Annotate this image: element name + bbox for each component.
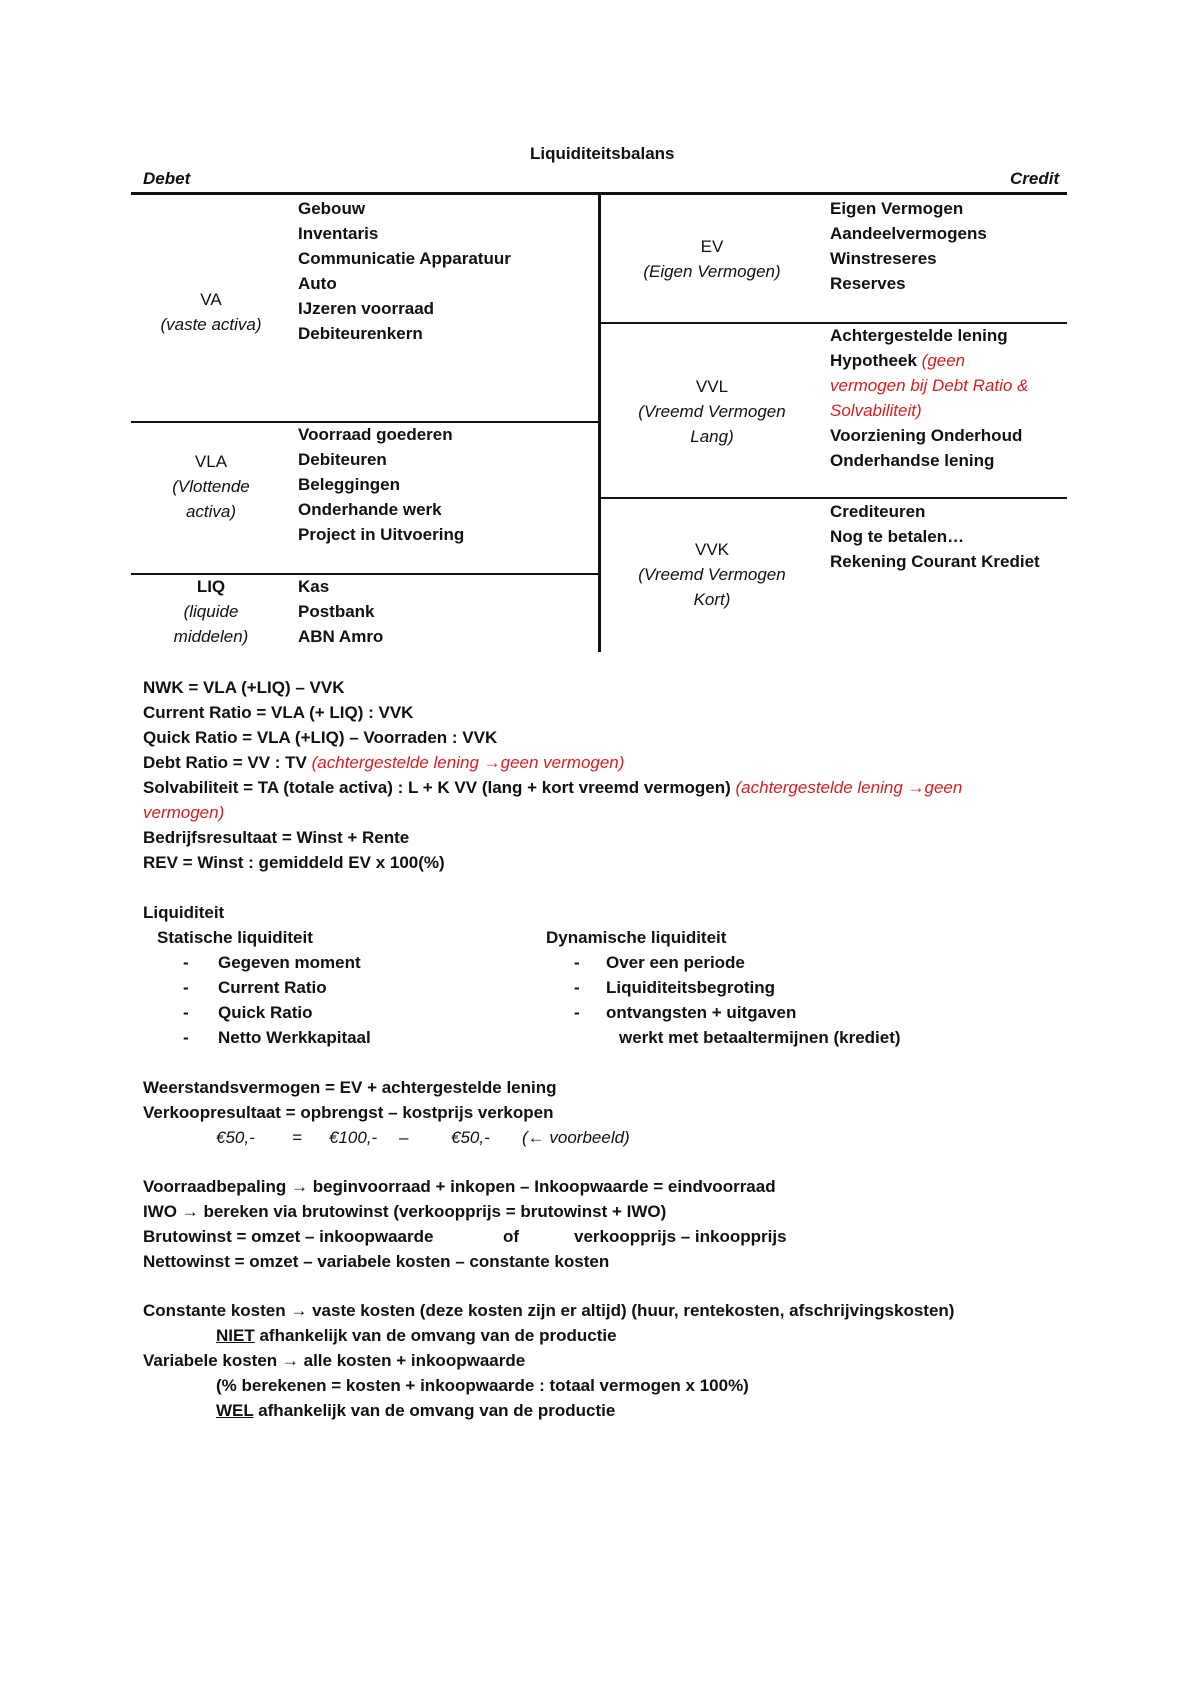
list-item: Voorziening Onderhoud	[830, 426, 1023, 445]
list-item: Debiteurenkern	[298, 324, 423, 343]
group-name: Kort)	[693, 590, 731, 609]
niet-line: NIET afhankelijk van de omvang van de productie	[216, 1326, 617, 1345]
dynamic-dashes	[574, 950, 580, 1025]
weerstand-block	[143, 1075, 557, 1125]
group-name: (Vlottende	[172, 477, 250, 496]
balance-center-line	[598, 192, 601, 652]
formula-iwo: IWO → bereken via brutowinst (verkoopprijs = brutowinst + IWO)	[143, 1202, 667, 1221]
static-dashes	[183, 950, 189, 1050]
dynamic-title: Dynamische liquiditeit	[546, 928, 727, 947]
group-name: activa)	[185, 502, 237, 521]
group-name: Lang)	[690, 427, 734, 446]
formula-weerstand: Weerstandsvermogen = EV + achtergestelde lening	[143, 1078, 557, 1097]
group-code: VVL	[695, 377, 729, 396]
static-title: Statische liquiditeit	[157, 928, 313, 947]
group-code: LIQ	[196, 577, 226, 596]
group-name: (liquide	[183, 602, 239, 621]
bullet-dash: -	[183, 978, 189, 997]
formula-bedrijfsresultaat: Bedrijfsresultaat = Winst + Rente	[143, 828, 410, 847]
list-item: Reserves	[830, 274, 906, 293]
formula-current-ratio: Current Ratio = VLA (+ LIQ) : VVK	[143, 703, 414, 722]
list-item: Onderhandse lening	[830, 451, 995, 470]
formula-solvabiliteit-cont: vermogen)	[143, 803, 225, 822]
percent-line: (% berekenen = kosten + inkoopwaarde : totaal vermogen x 100%)	[216, 1376, 749, 1395]
list-item: Postbank	[298, 602, 375, 621]
formula-solvabiliteit: Solvabiliteit = TA (totale activa) : L + K VV (lang + kort vreemd vermogen) (achtergestelde lening →geen	[143, 778, 963, 797]
bullet-dash: -	[574, 1003, 580, 1022]
group-vla-label	[131, 449, 291, 524]
kosten-block	[143, 1298, 954, 1423]
list-item: ABN Amro	[298, 627, 384, 646]
formulas	[143, 675, 962, 875]
list-item: Nog te betalen…	[830, 527, 965, 546]
list-item: Netto Werkkapitaal	[218, 1028, 371, 1047]
group-liq-items	[298, 574, 383, 649]
group-name: (Vreemd Vermogen	[638, 402, 786, 421]
bullet-dash: -	[183, 1003, 189, 1022]
list-item: Achtergestelde lening	[830, 326, 1008, 345]
static-liquidity	[157, 925, 313, 950]
list-item: Onderhande werk	[298, 500, 442, 519]
group-name: (vaste activa)	[160, 315, 262, 334]
list-item: Quick Ratio	[218, 1003, 313, 1022]
group-code: EV	[700, 237, 724, 256]
group-code: VLA	[194, 452, 228, 471]
balance-title: Liquiditeitsbalans	[530, 144, 675, 163]
list-item: Crediteuren	[830, 502, 926, 521]
list-item: Kas	[298, 577, 330, 596]
list-item: Voorraad goederen	[298, 425, 453, 444]
list-item: Liquiditeitsbegroting	[606, 978, 776, 997]
group-name: (Vreemd Vermogen	[638, 565, 786, 584]
list-item: Eigen Vermogen	[830, 199, 964, 218]
group-code: VVK	[694, 540, 730, 559]
list-item: IJzeren voorraad	[298, 299, 435, 318]
debit-label: Debet	[143, 169, 191, 188]
bullet-dash: -	[574, 953, 580, 972]
group-vvl-label	[612, 374, 812, 449]
bullet-dash: -	[183, 953, 189, 972]
group-ev-items	[830, 196, 987, 296]
list-item: vermogen bij Debt Ratio &	[830, 376, 1029, 395]
group-name: middelen)	[173, 627, 249, 646]
group-ev-label	[612, 234, 812, 284]
dynamic-note: werkt met betaaltermijnen (krediet)	[619, 1028, 901, 1047]
formula-brutowinst: Brutowinst = omzet – inkoopwaarde of verkoopprijs – inkoopprijs	[143, 1227, 787, 1246]
liquiditeit-heading: Liquiditeit	[143, 903, 225, 922]
formula-voorraadbepaling: Voorraadbepaling → beginvoorraad + inkopen – Inkoopwaarde = eindvoorraad	[143, 1177, 776, 1196]
formula-rev: REV = Winst : gemiddeld EV x 100(%)	[143, 853, 445, 872]
list-item: Debiteuren	[298, 450, 387, 469]
list-item: Gegeven moment	[218, 953, 361, 972]
group-vla-items	[298, 422, 464, 547]
list-item: Project in Uitvoering	[298, 525, 465, 544]
group-vvk-label	[612, 537, 812, 612]
static-items	[218, 950, 371, 1050]
group-vvl-items	[830, 323, 1028, 473]
formula-quick-ratio: Quick Ratio = VLA (+LIQ) – Voorraden : VVK	[143, 728, 498, 747]
list-item: Gebouw	[298, 199, 366, 218]
formula-debt-ratio: Debt Ratio = VV : TV (achtergestelde lening →geen vermogen)	[143, 753, 625, 772]
voorraad-block	[143, 1174, 787, 1274]
list-item: Beleggingen	[298, 475, 401, 494]
list-item: Winstreseres	[830, 249, 937, 268]
list-item: ontvangsten + uitgaven	[606, 1003, 797, 1022]
group-va-items	[298, 196, 511, 346]
list-item: Auto	[298, 274, 337, 293]
group-vvk-items	[830, 499, 1040, 574]
list-item: Rekening Courant Krediet	[830, 552, 1040, 571]
group-liq-label	[131, 574, 291, 649]
list-item: Over een periode	[606, 953, 745, 972]
list-item: Inventaris	[298, 224, 379, 243]
formula-nettowinst: Nettowinst = omzet – variabele kosten – constante kosten	[143, 1252, 610, 1271]
group-name: (Eigen Vermogen)	[643, 262, 781, 281]
formula-nwk: NWK = VLA (+LIQ) – VVK	[143, 678, 345, 697]
wel-line: WEL afhankelijk van de omvang van de productie	[216, 1401, 616, 1420]
formula-constante: Constante kosten → vaste kosten (deze kosten zijn er altijd) (huur, rentekosten, afschrijvingskosten)	[143, 1301, 955, 1320]
list-item: Hypotheek (geen	[830, 351, 966, 370]
formula-variabele: Variabele kosten → alle kosten + inkoopwaarde	[143, 1351, 526, 1370]
dynamic-items	[606, 950, 796, 1025]
list-item: Current Ratio	[218, 978, 327, 997]
group-va-label	[131, 287, 291, 337]
credit-label: Credit	[1010, 169, 1060, 188]
formula-verkoopresultaat: Verkoopresultaat = opbrengst – kostprijs verkopen	[143, 1103, 554, 1122]
bullet-dash: -	[574, 978, 580, 997]
list-item: Solvabiliteit)	[830, 401, 922, 420]
group-code: VA	[200, 290, 222, 309]
list-item: Communicatie Apparatuur	[298, 249, 511, 268]
bullet-dash: -	[183, 1028, 189, 1047]
list-item: Aandeelvermogens	[830, 224, 987, 243]
